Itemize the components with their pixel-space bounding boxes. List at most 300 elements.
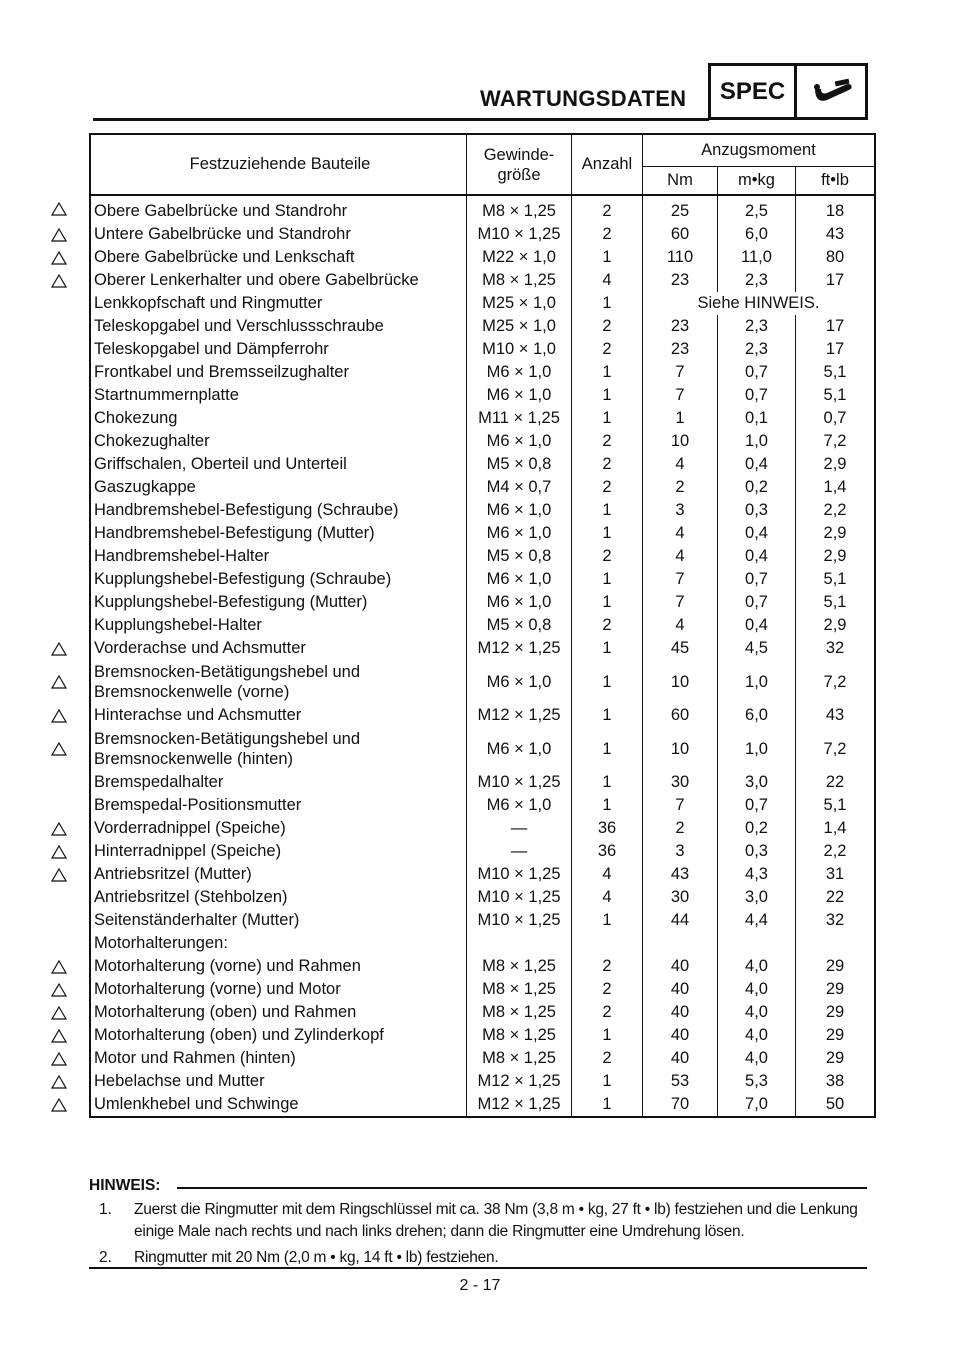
ftlb-cell: 2,9: [796, 453, 876, 476]
triangle-marker-icon: [51, 1098, 67, 1112]
qty-cell: 2: [572, 614, 643, 637]
nm-cell: 4: [643, 545, 718, 568]
nm-cell: 25: [643, 195, 718, 223]
qty-cell: 1: [572, 771, 643, 794]
table-row: [90, 195, 875, 223]
nm-cell: 3: [643, 840, 718, 863]
nm-cell: 40: [643, 1001, 718, 1024]
table-row: [90, 361, 875, 384]
part-cell: Kupplungshebel-Halter: [94, 616, 262, 634]
qty-cell: 2: [572, 1047, 643, 1070]
mkg-cell: 4,4: [718, 909, 796, 932]
thread-cell: M5 × 0,8: [467, 614, 572, 637]
header-qty: Anzahl: [572, 134, 643, 195]
page-number: 2 - 17: [459, 1277, 501, 1294]
table-row: [90, 840, 875, 863]
mkg-cell: 0,7: [718, 384, 796, 407]
part-cell: Motorhalterung (vorne) und Motor: [94, 980, 341, 998]
qty-cell: 1: [572, 637, 643, 660]
thread-cell: M8 × 1,25: [467, 1024, 572, 1047]
nm-cell: 2: [643, 476, 718, 499]
table-row: [90, 817, 875, 840]
nm-cell: 7: [643, 568, 718, 591]
qty-cell: 1: [572, 361, 643, 384]
triangle-marker-icon: [51, 642, 67, 656]
thread-cell: M25 × 1,0: [467, 292, 572, 315]
thread-cell: M12 × 1,25: [467, 704, 572, 727]
thread-cell: M25 × 1,0: [467, 315, 572, 338]
triangle-marker-icon: [51, 202, 67, 216]
qty-cell: 1: [572, 499, 643, 522]
thread-cell: M6 × 1,0: [467, 522, 572, 545]
qty-cell: 1: [572, 660, 643, 704]
thread-cell: M8 × 1,25: [467, 195, 572, 223]
ftlb-cell: 38: [796, 1070, 876, 1093]
table-row: [90, 955, 875, 978]
mkg-cell: 4,0: [718, 955, 796, 978]
mkg-cell: 0,4: [718, 614, 796, 637]
mkg-cell: [718, 932, 796, 955]
nm-cell: 1: [643, 407, 718, 430]
ftlb-cell: 29: [796, 1024, 876, 1047]
table-row: [90, 384, 875, 407]
thread-cell: M10 × 1,25: [467, 223, 572, 246]
qty-cell: [572, 932, 643, 955]
qty-cell: 2: [572, 315, 643, 338]
thread-cell: M10 × 1,0: [467, 338, 572, 361]
triangle-marker-icon: [51, 1075, 67, 1089]
nm-cell: 30: [643, 886, 718, 909]
part-cell: Handbremshebel-Halter: [94, 547, 270, 565]
part-cell: Motorhalterung (oben) und Rahmen: [94, 1003, 357, 1021]
nm-cell: 4: [643, 522, 718, 545]
table-row: [90, 223, 875, 246]
thread-cell: M10 × 1,25: [467, 863, 572, 886]
wrench-icon: [809, 74, 855, 110]
table-row: [90, 614, 875, 637]
triangle-marker-icon: [51, 1029, 67, 1043]
ftlb-cell: 50: [796, 1093, 876, 1117]
mkg-cell: 4,3: [718, 863, 796, 886]
ftlb-cell: 5,1: [796, 384, 876, 407]
mkg-cell: 3,0: [718, 886, 796, 909]
part-cell: Teleskopgabel und Verschlussschraube: [94, 317, 384, 335]
table-row: [90, 1001, 875, 1024]
ftlb-cell: 1,4: [796, 817, 876, 840]
ftlb-cell: 5,1: [796, 361, 876, 384]
note-block: [89, 1177, 867, 1269]
thread-cell: M8 × 1,25: [467, 978, 572, 1001]
part-cell: Seitenständerhalter (Mutter): [94, 911, 300, 929]
table-row: [90, 886, 875, 909]
qty-cell: 4: [572, 269, 643, 292]
ftlb-cell: 32: [796, 637, 876, 660]
nm-cell: 70: [643, 1093, 718, 1117]
nm-cell: 53: [643, 1070, 718, 1093]
table-row: [90, 771, 875, 794]
part-cell: Hebelachse und Mutter: [94, 1072, 265, 1090]
mkg-cell: 0,3: [718, 499, 796, 522]
header-torque: Anzugsmoment: [643, 134, 876, 166]
table-row: [90, 476, 875, 499]
nm-cell: 4: [643, 453, 718, 476]
thread-cell: M6 × 1,0: [467, 499, 572, 522]
table-row: [90, 545, 875, 568]
ftlb-cell: 5,1: [796, 591, 876, 614]
part-cell: Bremspedalhalter: [94, 773, 224, 791]
mkg-cell: 6,0: [718, 223, 796, 246]
table-row: [90, 1047, 875, 1070]
table-row: [90, 704, 875, 727]
thread-cell: M8 × 1,25: [467, 955, 572, 978]
qty-cell: 1: [572, 591, 643, 614]
thread-cell: M6 × 1,0: [467, 660, 572, 704]
table-row: [90, 1093, 875, 1117]
qty-cell: 2: [572, 978, 643, 1001]
part-cell: Frontkabel und Bremsseilzughalter: [94, 363, 349, 381]
part-cell: Motorhalterung (oben) und Zylinderkopf: [94, 1026, 384, 1044]
triangle-marker-icon: [51, 742, 67, 756]
triangle-marker-icon: [51, 983, 67, 997]
mkg-cell: 4,0: [718, 978, 796, 1001]
triangle-marker-icon: [51, 251, 67, 265]
table-row: [90, 430, 875, 453]
qty-cell: 1: [572, 522, 643, 545]
mkg-cell: 3,0: [718, 771, 796, 794]
qty-cell: 1: [572, 727, 643, 771]
thread-cell: M11 × 1,25: [467, 407, 572, 430]
qty-cell: 2: [572, 338, 643, 361]
triangle-marker-icon: [51, 709, 67, 723]
ftlb-cell: 80: [796, 246, 876, 269]
nm-cell: 2: [643, 817, 718, 840]
nm-cell: 23: [643, 315, 718, 338]
qty-cell: 2: [572, 955, 643, 978]
qty-cell: 2: [572, 1001, 643, 1024]
table-row: [90, 1024, 875, 1047]
mkg-cell: 1,0: [718, 727, 796, 771]
mkg-cell: 4,5: [718, 637, 796, 660]
spec-label: SPEC: [711, 66, 797, 117]
part-cell: Obere Gabelbrücke und Standrohr: [94, 202, 348, 220]
part-cell: Chokezung: [94, 409, 178, 427]
nm-cell: 45: [643, 637, 718, 660]
ftlb-cell: 2,9: [796, 545, 876, 568]
header-rule: [93, 118, 709, 121]
nm-cell: 10: [643, 430, 718, 453]
qty-cell: 1: [572, 568, 643, 591]
thread-cell: M6 × 1,0: [467, 568, 572, 591]
part-cell: Motor und Rahmen (hinten): [94, 1049, 296, 1067]
ftlb-cell: 32: [796, 909, 876, 932]
table-row: [90, 338, 875, 361]
nm-cell: 7: [643, 361, 718, 384]
mkg-cell: 6,0: [718, 704, 796, 727]
thread-cell: M8 × 1,25: [467, 1047, 572, 1070]
table-row: [90, 591, 875, 614]
nm-cell: [643, 932, 718, 955]
table-row: [90, 315, 875, 338]
nm-cell: 23: [643, 338, 718, 361]
thread-cell: M6 × 1,0: [467, 727, 572, 771]
thread-cell: M5 × 0,8: [467, 545, 572, 568]
part-cell: Chokezughalter: [94, 432, 210, 450]
ftlb-cell: 7,2: [796, 660, 876, 704]
triangle-marker-icon: [51, 845, 67, 859]
ftlb-cell: 7,2: [796, 727, 876, 771]
note-number: 1.: [99, 1201, 112, 1218]
mkg-cell: 0,4: [718, 545, 796, 568]
ftlb-cell: 17: [796, 269, 876, 292]
table-row: [90, 909, 875, 932]
ftlb-cell: 2,9: [796, 614, 876, 637]
qty-cell: 2: [572, 545, 643, 568]
triangle-marker-icon: [51, 822, 67, 836]
part-cell: Oberer Lenkerhalter und obere Gabelbrücke: [94, 271, 419, 289]
qty-cell: 4: [572, 863, 643, 886]
ftlb-cell: 7,2: [796, 430, 876, 453]
torque-note-cell: Siehe HINWEIS.: [643, 292, 876, 315]
mkg-cell: 1,0: [718, 660, 796, 704]
table-row: [90, 522, 875, 545]
header-ftlb: ft•lb: [796, 166, 876, 195]
qty-cell: 1: [572, 1024, 643, 1047]
note-text: Zuerst die Ringmutter mit dem Ringschlüssel mit ca. 38 Nm (3,8 m • kg, 27 ft • lb) festziehen und die Lenkung einige Male nach rechts und nach links drehen; dann die Ringmutter eine Umdrehung lösen.: [134, 1201, 858, 1240]
triangle-marker-icon: [51, 960, 67, 974]
mkg-cell: 0,4: [718, 453, 796, 476]
nm-cell: 110: [643, 246, 718, 269]
qty-cell: 2: [572, 430, 643, 453]
table-row: [90, 637, 875, 660]
mkg-cell: 0,1: [718, 407, 796, 430]
ftlb-cell: 5,1: [796, 794, 876, 817]
table-row: [90, 269, 875, 292]
qty-cell: 2: [572, 195, 643, 223]
mkg-cell: 4,0: [718, 1001, 796, 1024]
ftlb-cell: 29: [796, 955, 876, 978]
thread-cell: M10 × 1,25: [467, 886, 572, 909]
note-number: 2.: [99, 1249, 112, 1266]
mkg-cell: 0,4: [718, 522, 796, 545]
nm-cell: 40: [643, 978, 718, 1001]
note-text: Ringmutter mit 20 Nm (2,0 m • kg, 14 ft • lb) festziehen.: [134, 1249, 499, 1266]
mkg-cell: 0,2: [718, 817, 796, 840]
nm-cell: 4: [643, 614, 718, 637]
qty-cell: 2: [572, 223, 643, 246]
qty-cell: 4: [572, 886, 643, 909]
nm-cell: 40: [643, 1047, 718, 1070]
table-row: [90, 727, 875, 771]
mkg-cell: 4,0: [718, 1047, 796, 1070]
part-cell: Vorderradnippel (Speiche): [94, 819, 286, 837]
ftlb-cell: [796, 932, 876, 955]
nm-cell: 3: [643, 499, 718, 522]
thread-cell: M5 × 0,8: [467, 453, 572, 476]
header-part: Festzuziehende Bauteile: [189, 155, 371, 173]
mkg-cell: 2,3: [718, 315, 796, 338]
qty-cell: 36: [572, 840, 643, 863]
mkg-cell: 0,7: [718, 568, 796, 591]
ftlb-cell: 43: [796, 223, 876, 246]
thread-cell: M12 × 1,25: [467, 1093, 572, 1117]
table-row: [90, 246, 875, 269]
mkg-cell: 2,3: [718, 338, 796, 361]
part-cell: Antriebsritzel (Mutter): [94, 865, 252, 883]
ftlb-cell: 5,1: [796, 568, 876, 591]
thread-cell: —: [467, 840, 572, 863]
mkg-cell: 11,0: [718, 246, 796, 269]
note-heading: HINWEIS:: [89, 1177, 161, 1194]
ftlb-cell: 18: [796, 195, 876, 223]
ftlb-cell: 29: [796, 1001, 876, 1024]
table-row: [90, 292, 875, 315]
part-cell: Handbremshebel-Befestigung (Mutter): [94, 524, 375, 542]
part-cell: Teleskopgabel und Dämpferrohr: [94, 340, 329, 358]
qty-cell: 1: [572, 1070, 643, 1093]
note-item: [89, 1199, 867, 1243]
nm-cell: 44: [643, 909, 718, 932]
ftlb-cell: 2,2: [796, 499, 876, 522]
ftlb-cell: 31: [796, 863, 876, 886]
mkg-cell: 0,7: [718, 794, 796, 817]
triangle-marker-icon: [51, 675, 67, 689]
mkg-cell: 2,5: [718, 195, 796, 223]
nm-cell: 30: [643, 771, 718, 794]
qty-cell: 1: [572, 384, 643, 407]
nm-cell: 7: [643, 384, 718, 407]
table-row: [90, 863, 875, 886]
mkg-cell: 2,3: [718, 269, 796, 292]
table-row: [90, 407, 875, 430]
thread-cell: M12 × 1,25: [467, 637, 572, 660]
mkg-cell: 5,3: [718, 1070, 796, 1093]
triangle-marker-icon: [51, 274, 67, 288]
nm-cell: 43: [643, 863, 718, 886]
table-row: [90, 932, 875, 955]
qty-cell: 1: [572, 1093, 643, 1117]
thread-cell: M6 × 1,0: [467, 361, 572, 384]
footer-rule: [89, 1267, 867, 1269]
thread-cell: M8 × 1,25: [467, 269, 572, 292]
part-cell: Bremspedal-Positionsmutter: [94, 796, 302, 814]
torque-table: [89, 133, 876, 1118]
table-row: [90, 660, 875, 704]
thread-cell: M6 × 1,0: [467, 794, 572, 817]
table-row: [90, 794, 875, 817]
ftlb-cell: 29: [796, 978, 876, 1001]
thread-cell: M10 × 1,25: [467, 771, 572, 794]
thread-cell: M6 × 1,0: [467, 384, 572, 407]
qty-cell: 1: [572, 704, 643, 727]
header-nm: Nm: [643, 166, 718, 195]
part-cell: Handbremshebel-Befestigung (Schraube): [94, 501, 399, 519]
thread-cell: M22 × 1,0: [467, 246, 572, 269]
note-item: [89, 1247, 867, 1269]
mkg-cell: 0,7: [718, 591, 796, 614]
part-cell: Motorhalterung (vorne) und Rahmen: [94, 957, 361, 975]
part-cell: Untere Gabelbrücke und Standrohr: [94, 225, 351, 243]
ftlb-cell: 22: [796, 771, 876, 794]
thread-cell: M6 × 1,0: [467, 591, 572, 614]
page-title: WARTUNGSDATEN: [480, 86, 687, 111]
part-cell: Bremsnocken-Betätigungshebel und Bremsnockenwelle (hinten): [94, 730, 361, 768]
nm-cell: 7: [643, 794, 718, 817]
table-row: [90, 453, 875, 476]
mkg-cell: 0,3: [718, 840, 796, 863]
triangle-marker-icon: [51, 1052, 67, 1066]
triangle-marker-icon: [51, 868, 67, 882]
qty-cell: 2: [572, 476, 643, 499]
ftlb-cell: 1,4: [796, 476, 876, 499]
part-cell: Hinterradnippel (Speiche): [94, 842, 282, 860]
thread-cell: —: [467, 817, 572, 840]
triangle-marker-icon: [51, 1006, 67, 1020]
mkg-cell: 7,0: [718, 1093, 796, 1117]
thread-cell: [467, 932, 572, 955]
qty-cell: 1: [572, 909, 643, 932]
nm-cell: 40: [643, 955, 718, 978]
mkg-cell: 1,0: [718, 430, 796, 453]
part-cell: Bremsnocken-Betätigungshebel und Bremsnockenwelle (vorne): [94, 663, 361, 701]
note-rule: [177, 1187, 867, 1189]
spec-badge: [708, 63, 868, 120]
table-row: [90, 499, 875, 522]
table-row: [90, 1070, 875, 1093]
thread-cell: M6 × 1,0: [467, 430, 572, 453]
part-cell: Antriebsritzel (Stehbolzen): [94, 888, 288, 906]
nm-cell: 10: [643, 660, 718, 704]
ftlb-cell: 29: [796, 1047, 876, 1070]
thread-cell: M10 × 1,25: [467, 909, 572, 932]
part-cell: Obere Gabelbrücke und Lenkschaft: [94, 248, 355, 266]
nm-cell: 7: [643, 591, 718, 614]
part-cell: Hinterachse und Achsmutter: [94, 706, 302, 724]
thread-cell: M4 × 0,7: [467, 476, 572, 499]
part-cell: Umlenkhebel und Schwinge: [94, 1095, 299, 1113]
nm-cell: 40: [643, 1024, 718, 1047]
part-cell: Lenkkopfschaft und Ringmutter: [94, 294, 323, 312]
part-cell: Kupplungshebel-Befestigung (Schraube): [94, 570, 392, 588]
qty-cell: 1: [572, 292, 643, 315]
part-cell: Motorhalterungen:: [94, 934, 228, 952]
table-row: [90, 568, 875, 591]
qty-cell: 1: [572, 246, 643, 269]
part-cell: Startnummernplatte: [94, 386, 239, 404]
thread-cell: M12 × 1,25: [467, 1070, 572, 1093]
header-mkg: m•kg: [718, 166, 796, 195]
part-cell: Kupplungshebel-Befestigung (Mutter): [94, 593, 368, 611]
ftlb-cell: 17: [796, 338, 876, 361]
part-cell: Vorderachse und Achsmutter: [94, 639, 306, 657]
ftlb-cell: 2,2: [796, 840, 876, 863]
ftlb-cell: 0,7: [796, 407, 876, 430]
thread-cell: M8 × 1,25: [467, 1001, 572, 1024]
ftlb-cell: 17: [796, 315, 876, 338]
header-thread: Gewinde- größe: [467, 134, 572, 195]
ftlb-cell: 22: [796, 886, 876, 909]
nm-cell: 60: [643, 704, 718, 727]
triangle-marker-icon: [51, 228, 67, 242]
nm-cell: 23: [643, 269, 718, 292]
qty-cell: 2: [572, 453, 643, 476]
mkg-cell: 0,2: [718, 476, 796, 499]
part-cell: Griffschalen, Oberteil und Unterteil: [94, 455, 347, 473]
mkg-cell: 0,7: [718, 361, 796, 384]
qty-cell: 1: [572, 794, 643, 817]
ftlb-cell: 2,9: [796, 522, 876, 545]
ftlb-cell: 43: [796, 704, 876, 727]
nm-cell: 60: [643, 223, 718, 246]
